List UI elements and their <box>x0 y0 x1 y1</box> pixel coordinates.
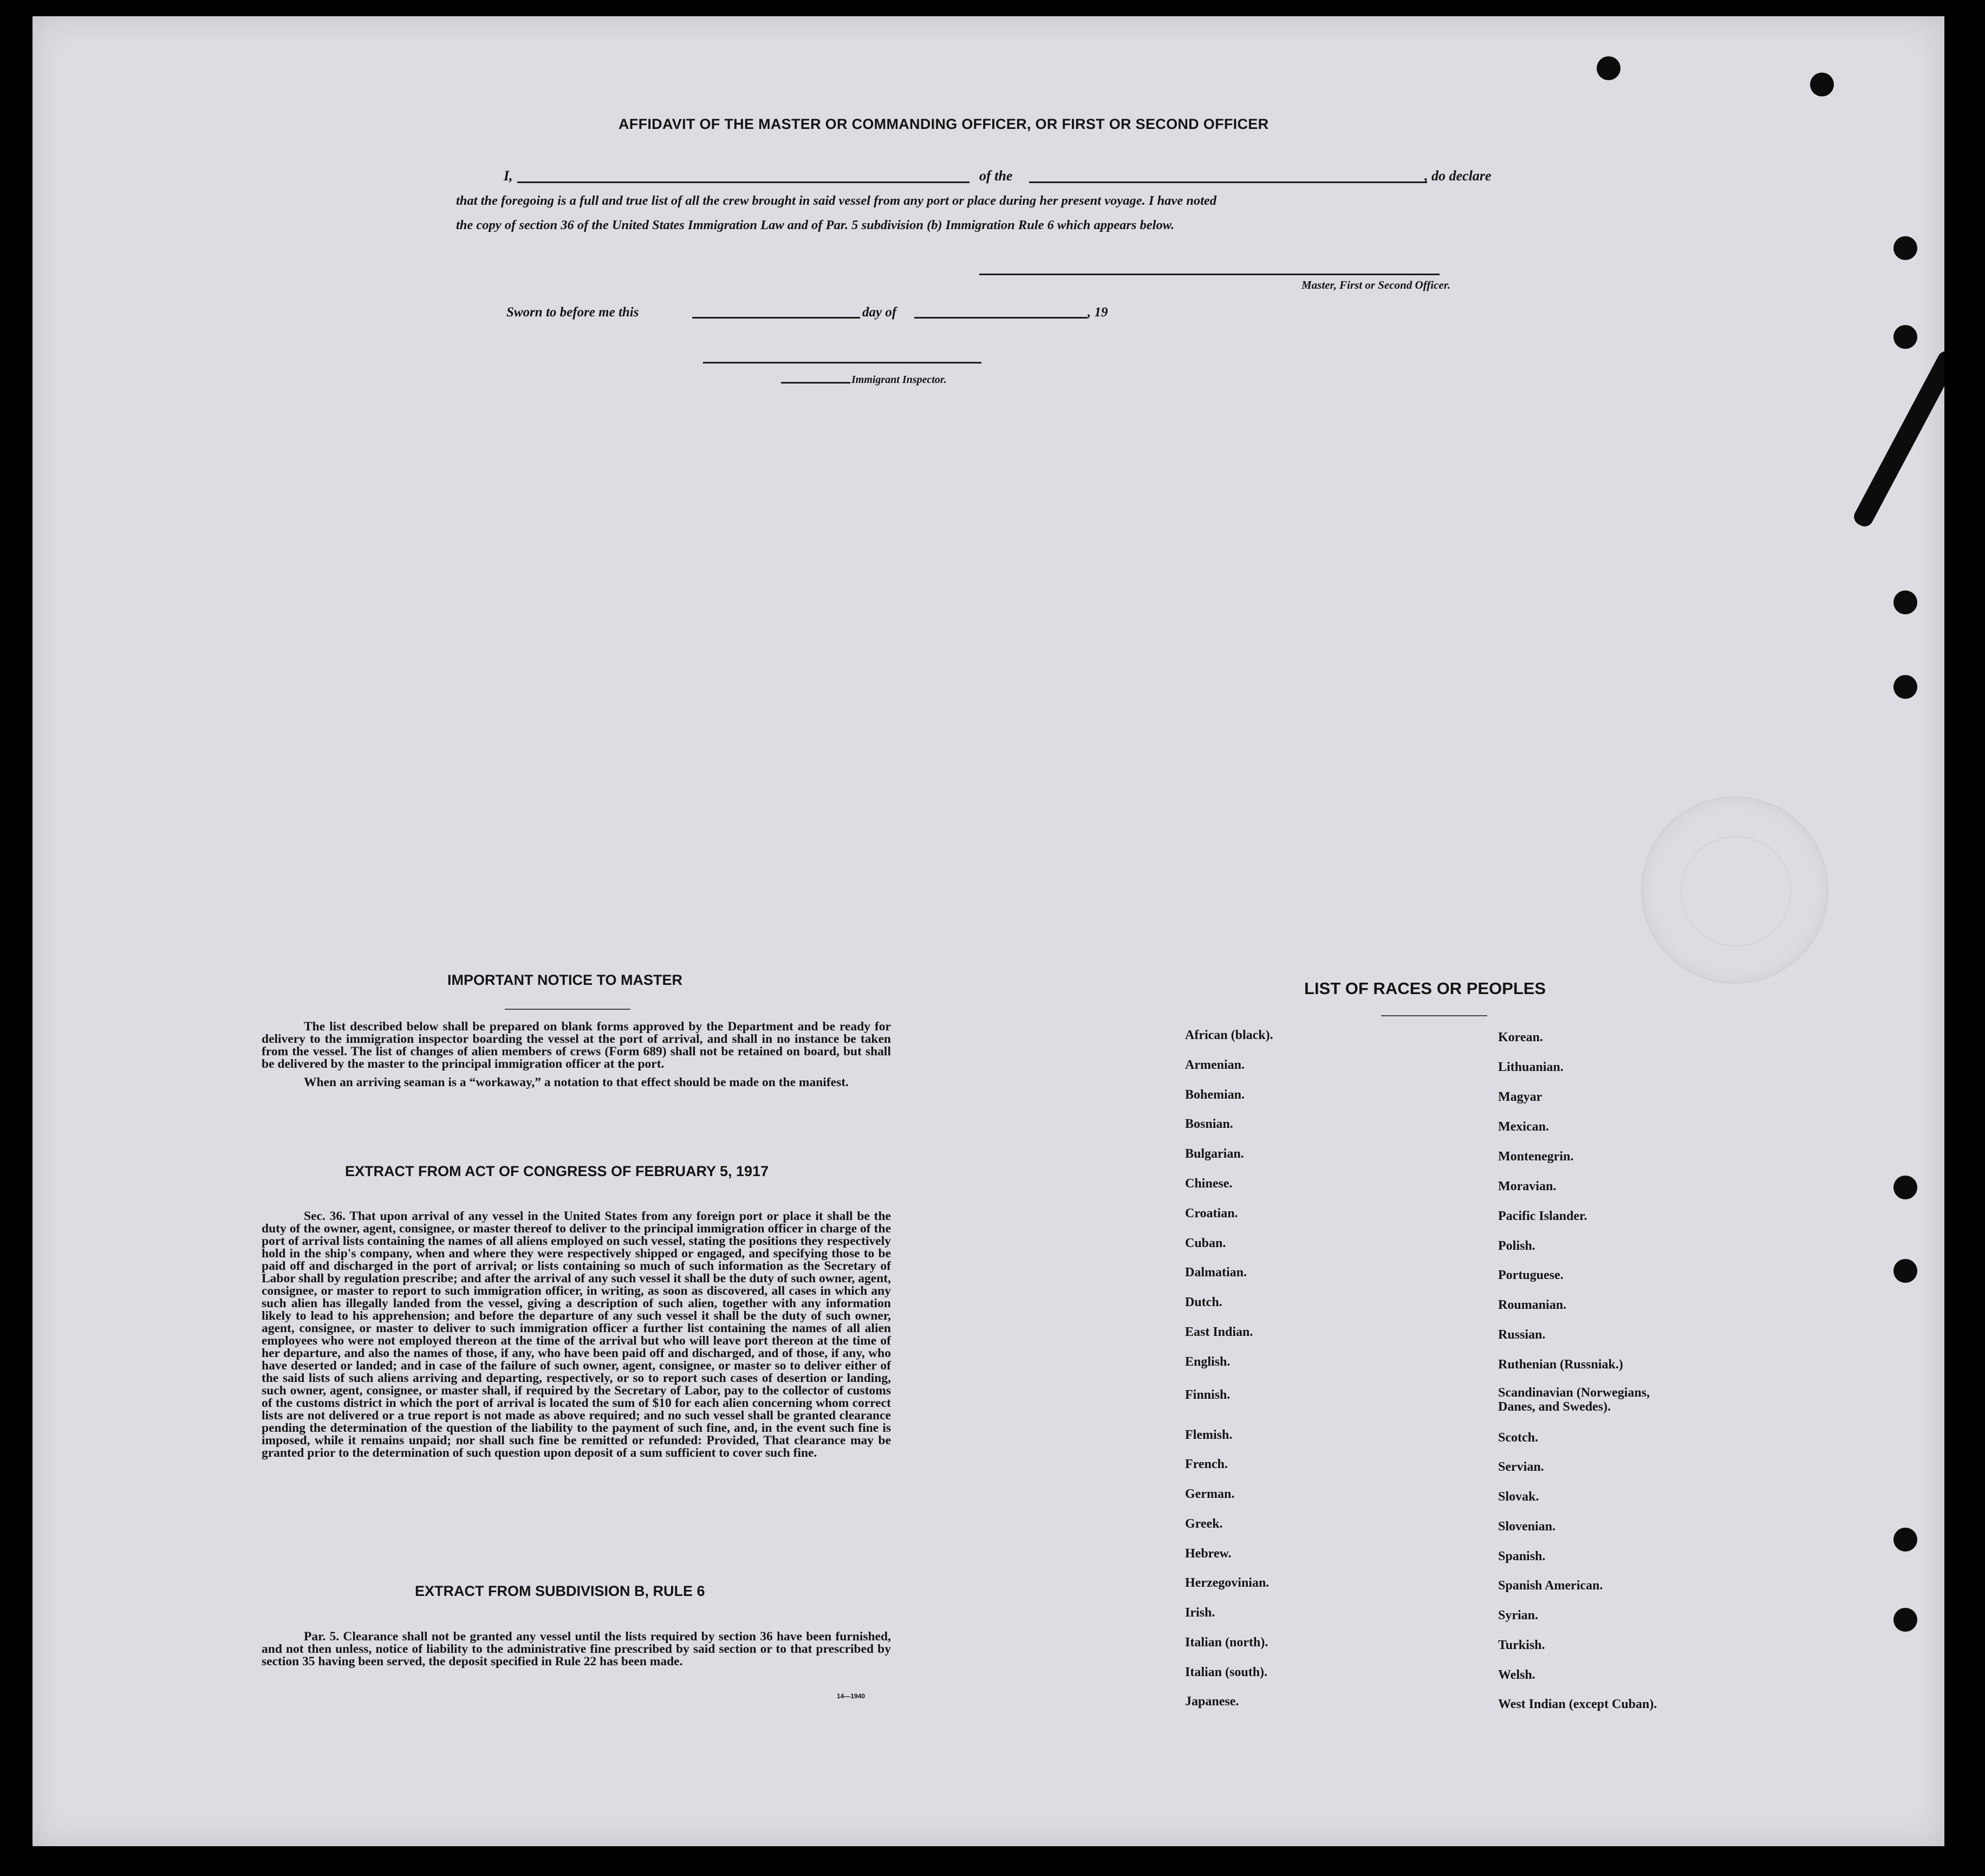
race-item: Chinese. <box>1185 1177 1233 1191</box>
extract1-body <box>262 1210 891 1459</box>
race-item: Lithuanian. <box>1498 1060 1564 1074</box>
race-item: Herzegovinian. <box>1185 1576 1270 1590</box>
notice-rule <box>505 1009 630 1010</box>
document-sheet <box>32 16 1944 1846</box>
race-item: French. <box>1185 1457 1228 1471</box>
race-item: Greek. <box>1185 1517 1223 1531</box>
race-item: Turkish. <box>1498 1638 1545 1652</box>
race-item: Ruthenian (Russniak.) <box>1498 1358 1623 1372</box>
affidavit-line1-suffix: , do declare <box>1424 168 1492 184</box>
officer-signature-line[interactable] <box>979 274 1440 275</box>
affidavit-line1-prefix: I, <box>504 168 513 184</box>
race-item: Japanese. <box>1185 1695 1239 1709</box>
race-item: Bosnian. <box>1185 1117 1233 1131</box>
inspector-label: Immigrant Inspector. <box>851 374 947 386</box>
punch-hole <box>1893 590 1917 614</box>
race-item: Syrian. <box>1498 1608 1539 1622</box>
race-item: East Indian. <box>1185 1325 1253 1339</box>
race-item: Polish. <box>1498 1239 1535 1253</box>
race-item: African (black). <box>1185 1028 1273 1042</box>
form-number: 14—1940 <box>837 1692 865 1700</box>
punch-hole <box>1893 1528 1917 1552</box>
punch-hole <box>1893 1176 1917 1199</box>
punch-hole <box>1810 73 1834 96</box>
race-item: Mexican. <box>1498 1120 1549 1134</box>
inspector-short-line <box>781 382 850 384</box>
officer-signature-label: Master, First or Second Officer. <box>1301 278 1450 291</box>
inspector-signature-line[interactable] <box>703 362 981 363</box>
affidavit-line3: the copy of section 36 of the United States Immigration Law and of Par. 5 subdivision (b) Immigration Rule 6 which appears below. <box>456 218 1175 232</box>
race-item: Korean. <box>1498 1030 1543 1044</box>
race-item: Croatian. <box>1185 1206 1238 1221</box>
sworn-mid: day of <box>862 305 897 320</box>
extract2-body <box>262 1631 891 1668</box>
race-item: German. <box>1185 1487 1235 1501</box>
sworn-prefix: Sworn to before me this <box>506 305 639 320</box>
race-item: Pacific Islander. <box>1498 1209 1587 1223</box>
race-item: Magyar <box>1498 1090 1543 1104</box>
race-item: Irish. <box>1185 1606 1215 1620</box>
race-item: Spanish. <box>1498 1549 1546 1563</box>
torn-edge-mark <box>1851 348 1944 530</box>
race-item: Spanish American. <box>1498 1579 1603 1593</box>
punch-hole <box>1893 325 1917 349</box>
punch-hole <box>1893 1608 1917 1632</box>
notice-paragraph-1: The list described below shall be prepared on blank forms approved by the Department and be ready for delivery to the immigration inspector boarding the vessel at the port of arrival, and shall in no instance be taken from the vessel. The list of changes of alien members of crews (Form 689) shall not be retained on board, but shall be delivered by the master to the principal immigration officer at the port. <box>262 1020 891 1071</box>
race-item: Russian. <box>1498 1328 1546 1342</box>
race-item: Italian (north). <box>1185 1635 1268 1650</box>
race-item: Slovenian. <box>1498 1520 1556 1534</box>
race-item: Moravian. <box>1498 1179 1557 1193</box>
race-item: Hebrew. <box>1185 1547 1232 1561</box>
race-item: Servian. <box>1498 1460 1544 1474</box>
sworn-month-blank[interactable] <box>914 317 1088 319</box>
punch-hole <box>1597 56 1620 80</box>
sworn-year: , 19 <box>1088 305 1108 320</box>
race-item: Dutch. <box>1185 1295 1222 1309</box>
affidavit-title: AFFIDAVIT OF THE MASTER OR COMMANDING OFFICER, OR FIRST OR SECOND OFFICER <box>619 116 1269 132</box>
extract1-title: EXTRACT FROM ACT OF CONGRESS OF FEBRUARY 5, 1917 <box>345 1163 769 1179</box>
extract2-text: Par. 5. Clearance shall not be granted any vessel until the lists required by section 36 have been furnished, and not then unless, notice of liability to the administrative fine prescribed by said section or to that prescribed by section 35 having been served, the deposit specified in Rule 22 has been made. <box>262 1630 891 1669</box>
punch-hole <box>1893 236 1917 260</box>
punch-hole <box>1893 1259 1917 1283</box>
race-item: Portuguese. <box>1498 1268 1564 1282</box>
race-item: Bulgarian. <box>1185 1147 1244 1161</box>
extract1-text: Sec. 36. That upon arrival of any vessel in the United States from any foreign port or place it shall be the duty of the owner, agent, consignee, or master thereof to deliver to the principal immigration officer in charge of the port of arrival lists containing the names of all aliens employed on such vessel, stating the positions they respectively hold in the ship's company, when and where they were respectively shipped or engaged, and specifying those to be paid off and discharged in the port of arrival; or lists containing so much of such information as the Secretary of Labor shall by regulation prescribe; and after the arrival of any such vessel it shall be the duty of such owner, agent, consignee, or master to report to such immigration officer, in writing, as soon as discovered, all cases in which any such alien has illegally landed from the vessel, giving a description of such alien, together with any information likely to lead to his apprehension; and before the departure of any such vessel it shall be the duty of such owner, agent, consignee, or master to deliver to such immigration officer a further list containing the names of all alien employees who were not employed thereon at the time of the arrival but who will leave port thereon at the time of her departure, and also the names of those, if any, who have been paid off and discharged, and of those, if any, who have deserted or landed; and in case of the failure of such owner, agent, consignee, or master so to deliver either of the said lists of such aliens arriving and departing, respectively, or so to report such cases of desertion or landing, such owner, agent, consignee, or master shall, if required by the Secretary of Labor, pay to the collector of customs of the customs district in which the port of arrival is located the sum of $10 for each alien concerning whom correct lists are not delivered or a true report is not made as above required; and no such vessel shall be granted clearance pending the determination of the question of the liability to the payment of such fine, and, in the event such fine is imposed, while it remains unpaid; nor shall such fine be remitted or refunded: Provided, That clearance may be granted prior to the determination of such question upon deposit of a sum sufficient to cover such fine. <box>262 1209 891 1460</box>
notice-paragraph-2: When an arriving seaman is a “workaway,” a notation to that effect should be made on the manifest. <box>304 1075 849 1089</box>
race-item: Roumanian. <box>1498 1298 1567 1312</box>
race-item: Armenian. <box>1185 1058 1245 1072</box>
race-item: Welsh. <box>1498 1668 1535 1682</box>
race-item: Slovak. <box>1498 1490 1539 1504</box>
race-item: Bohemian. <box>1185 1088 1245 1102</box>
declarant-name-blank[interactable] <box>517 181 969 183</box>
race-item: Scotch. <box>1498 1431 1538 1445</box>
race-item: Italian (south). <box>1185 1665 1268 1679</box>
race-item: Finnish. <box>1185 1388 1231 1402</box>
race-item: Cuban. <box>1185 1236 1226 1250</box>
race-item: West Indian (except Cuban). <box>1498 1697 1657 1711</box>
vessel-name-blank[interactable] <box>1029 181 1427 183</box>
race-item: Montenegrin. <box>1498 1150 1574 1164</box>
race-item: Scandinavian (Norwegians, Danes, and Swedes). <box>1498 1386 1650 1414</box>
punch-hole <box>1893 675 1917 699</box>
races-rule <box>1381 1015 1487 1016</box>
race-item: English. <box>1185 1355 1231 1369</box>
race-item: Flemish. <box>1185 1428 1233 1442</box>
extract2-title: EXTRACT FROM SUBDIVISION B, RULE 6 <box>415 1583 705 1599</box>
notice-title: IMPORTANT NOTICE TO MASTER <box>447 972 682 988</box>
embossed-seal <box>1641 796 1828 984</box>
affidavit-line1-mid: of the <box>979 168 1013 184</box>
affidavit-line2: that the foregoing is a full and true list of all the crew brought in said vessel from any port or place during her present voyage. I have noted <box>456 193 1217 208</box>
notice-body <box>262 1021 891 1089</box>
sworn-day-blank[interactable] <box>692 317 860 319</box>
race-item: Dalmatian. <box>1185 1265 1247 1280</box>
races-title: LIST OF RACES OR PEOPLES <box>1304 979 1546 998</box>
